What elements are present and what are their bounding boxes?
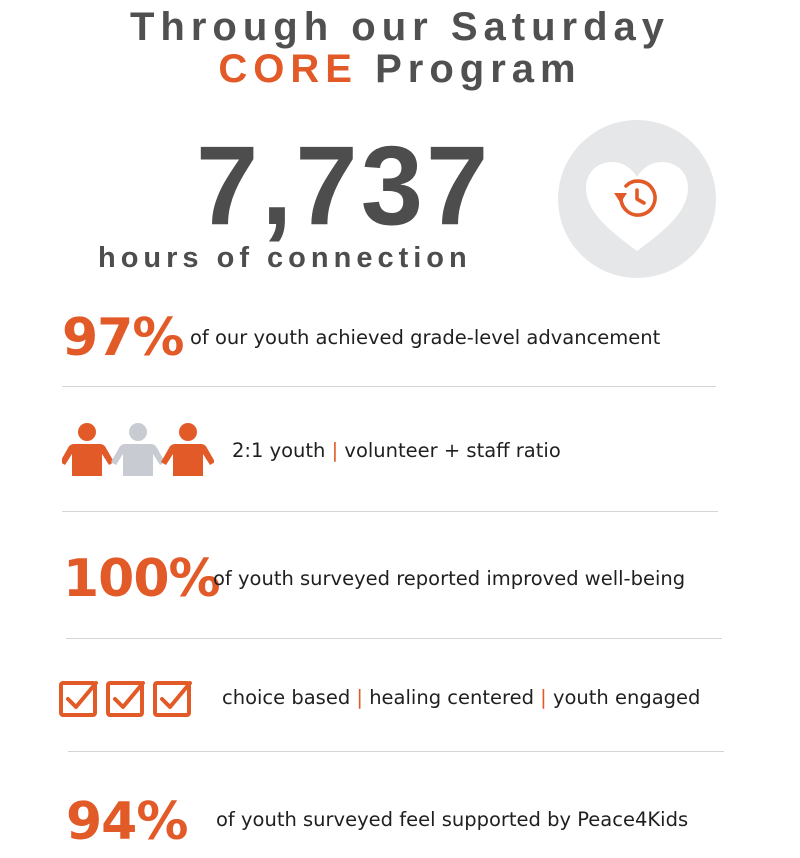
title-accent-word: CORE	[218, 47, 358, 91]
separator: |	[540, 686, 547, 709]
divider	[66, 638, 722, 639]
divider	[62, 386, 716, 387]
checkbox-icon	[61, 683, 96, 715]
people-icon	[62, 422, 214, 478]
stat-grade-advancement-text: of our youth achieved grade-level advancement	[190, 326, 661, 349]
divider	[68, 751, 724, 752]
checkbox-icon	[108, 683, 143, 715]
separator: |	[331, 439, 339, 462]
stat-well-being-text: of youth surveyed reported improved well-being	[213, 567, 686, 590]
divider	[62, 511, 718, 512]
checkboxes-icon	[58, 677, 194, 719]
title-line-2-rest: Program	[375, 47, 582, 91]
stat-grade-advancement: 97%	[62, 308, 184, 368]
value-choice-based: choice based	[222, 686, 351, 709]
ratio-youth: 2:1 youth	[232, 439, 326, 462]
title-line-1: Through our Saturday	[130, 5, 670, 49]
stat-well-being: 100%	[63, 549, 220, 609]
hours-value: 7,737	[196, 123, 492, 248]
person-icon	[111, 423, 165, 476]
value-youth-engaged: youth engaged	[552, 686, 701, 709]
person-icon	[161, 423, 214, 476]
separator: |	[356, 686, 363, 709]
stat-supported-text: of youth surveyed feel supported by Peace4Kids	[216, 808, 689, 831]
hours-label: hours of connection	[98, 242, 472, 274]
stat-supported: 94%	[66, 792, 188, 852]
person-icon	[62, 423, 114, 476]
values-text	[222, 686, 700, 709]
ratio-volunteer: volunteer + staff ratio	[344, 439, 561, 462]
value-healing-centered: healing centered	[369, 686, 534, 709]
heart-history-icon	[558, 120, 716, 278]
ratio-text	[232, 439, 561, 462]
checkbox-icon	[155, 683, 190, 715]
title-line-2	[0, 46, 800, 92]
